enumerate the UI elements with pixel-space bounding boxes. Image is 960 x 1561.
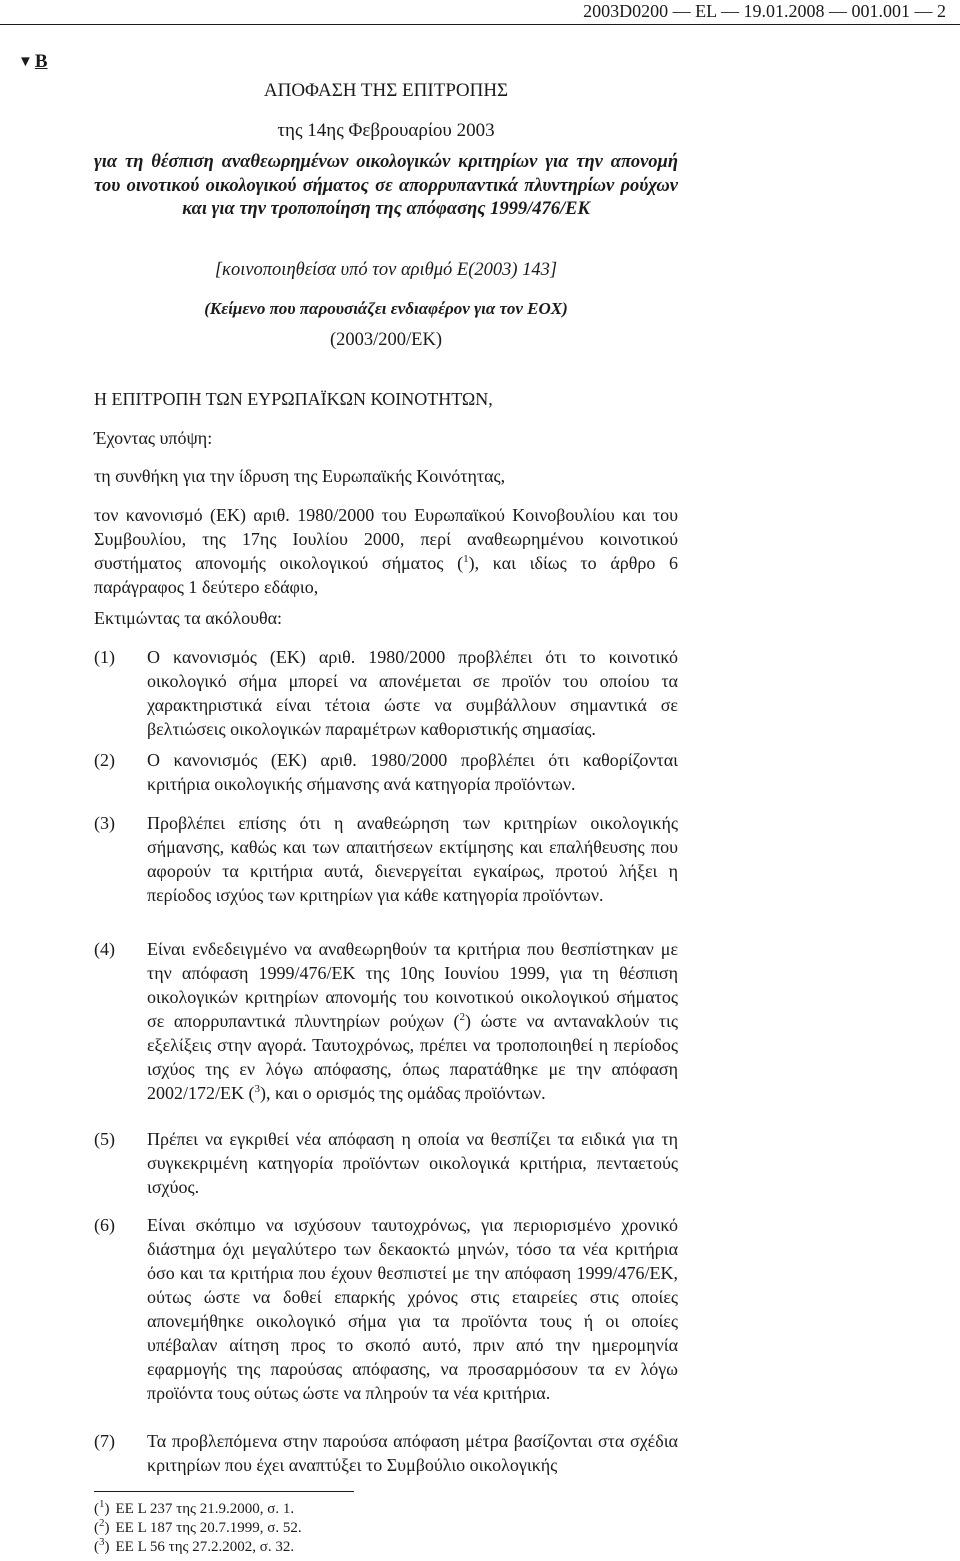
footnote-mark: 1 <box>99 1498 105 1510</box>
recital-number: (6) <box>94 1215 115 1235</box>
recital <box>94 748 678 796</box>
recital <box>94 1213 678 1405</box>
decision-title: ΑΠΟΦΑΣΗ ΤΗΣ ΕΠΙΤΡΟΠΗΣ <box>263 80 509 101</box>
recital-text: Ο κανονισμός (ΕΚ) αριθ. 1980/2000 προβλέπει ότι καθορίζονται κριτήρια οικολογικής σήμανσης ανά κατηγορία προϊόντων. <box>147 750 678 794</box>
footnote: ($^1$) ΕΕ L 237 της 21.9.2000, σ. 1. <box>94 1498 295 1517</box>
preamble-having-regard: Έχοντας υπόψη: <box>94 428 213 448</box>
recital-text-c: ), και ο ορισμός της ομάδας προϊόντων. <box>260 1083 546 1103</box>
footnote: ($^2$) ΕΕ L 187 της 20.7.1999, σ. 52. <box>94 1517 302 1536</box>
preamble-treaty: τη συνθήκη για την ίδρυση της Ευρωπαϊκής Κοινότητας, <box>94 466 506 486</box>
footnote: ($^3$) ΕΕ L 56 της 27.2.2002, σ. 32. <box>94 1536 295 1555</box>
preamble-whereas: Εκτιμώντας τα ακόλουθα: <box>94 608 283 628</box>
footnote-ref: 2 <box>459 1011 465 1023</box>
recital-number: (7) <box>94 1431 115 1451</box>
footnote-text: ΕΕ L 237 της 21.9.2000, σ. 1. <box>115 1501 295 1517</box>
recital-number: (4) <box>94 939 115 959</box>
recital-text <box>147 937 678 1105</box>
decision-subject: για τη θέσπιση αναθεωρημένων οικολογικών κριτηρίων για την απονομή του οινοτικού οικολογικού σήματος σε απορρυπαντικά πλυντηρίων ρούχων και για την τροποποίηση της απόφασης 1999/476/ΕΚ <box>94 152 678 219</box>
recital-text: Τα προβλεπόμενα στην παρούσα απόφαση μέτρα βασίζονται στα σχέδια κριτηρίων που έχει αναπτύξει το Συμβούλιο οικολογικής <box>147 1431 678 1475</box>
footnote-ref: 1 <box>463 553 469 565</box>
preamble-commission: Η ΕΠΙΤΡΟΠΗ ΤΩΝ ΕΥΡΩΠΑΪΚΩΝ ΚΟΙΝΟΤΗΤΩΝ, <box>94 389 493 409</box>
recital <box>94 811 678 907</box>
recital-number: (2) <box>94 750 115 770</box>
footnote-mark: 2 <box>99 1517 105 1529</box>
document-reference-header: 2003D0200 — EL — 19.01.2008 — 001.001 — 2 <box>583 1 946 21</box>
footnote-mark: 3 <box>99 1536 105 1548</box>
footnote-divider <box>94 1491 354 1492</box>
recital-text: Προβλέπει επίσης ότι η αναθεώρηση των κριτηρίων οικολογικής σήμανσης, καθώς και των απαιτήσεων εκτίμησης και επαλήθευσης που αφορούν τα κριτήρια αυτά, διενεργείται εγκαίρως, προτού λήξει η περίοδος ισχύος των κριτηρίων για κάθε κατηγορία προϊόντων. <box>147 813 678 905</box>
triangle-down-icon: ▼ <box>18 54 33 70</box>
recital-text-b: ) ώστε να ανταναkλούν τις εξελίξεις στην αγορά. Ταυτοχρόνως, πρέπει να τροποποιηθεί η περίοδος ισχύος της εν λόγω απόφασης, όπως παρατάθηκε με την απόφαση 2002/172/ΕΚ ( <box>147 1011 678 1103</box>
footnote-ref: 3 <box>254 1083 260 1095</box>
recital-number: (3) <box>94 813 115 833</box>
recital-number: (5) <box>94 1129 115 1149</box>
recital <box>94 1429 678 1477</box>
notification-number: [κοινοποιηθείσα υπό τον αριθμό Ε(2003) 143] <box>214 260 558 280</box>
amendment-marker <box>18 50 48 74</box>
recital <box>94 1127 678 1199</box>
regulation-text-b: ), και ιδίως το άρθρο 6 παράγραφος 1 δεύτερο εδάφιο, <box>94 553 679 597</box>
recital-number: (1) <box>94 647 115 667</box>
header-divider <box>0 24 960 25</box>
footnote-text: ΕΕ L 187 της 20.7.1999, σ. 52. <box>115 1520 302 1536</box>
recital-text: Ο κανονισμός (ΕΚ) αριθ. 1980/2000 προβλέπει ότι το κοινοτικό οικολογικό σήμα μπορεί να απονέμεται σε προϊόν του οποίου τα χαρακτηριστικά είναι τέτοια ώστε να συμβάλλουν σημαντικά σε βελτιώσεις οικολογικών παραμέτρων καθοριστικής σημασίας. <box>147 647 678 739</box>
eea-relevance: (Κείμενο που παρουσιάζει ενδιαφέρον για τον ΕΟΧ) <box>204 299 568 318</box>
recital <box>94 937 678 1105</box>
decision-date: της 14ης Φεβρουαρίου 2003 <box>277 120 495 141</box>
recital-text-a: Είναι ενδεδειγμένο να αναθεωρηθούν τα κριτήρια που θεσπίστηκαν με την απόφαση 1999/476/ΕΚ της 10ης Ιουνίου 1999, για τη θέσπιση οικολογικών κριτηρίων απονομής του κοινοτικού οικολογικού σήματος σε απορρυπαντικά πλυντηρίων ρούχων ( <box>147 939 678 1031</box>
recital-text: Είναι σκόπιμο να ισχύσουν ταυτοχρόνως, για περιορισμένο χρονικό διάστημα όχι μεγαλύτερο των δεκαοκτώ μηνών, τόσο τα νέα κριτήρια όσο και τα κριτήρια που έχουν θεσπιστεί με την απόφαση 1999/476/ΕΚ, ούτως ώστε να δοθεί επαρκής χρόνος στις εταιρείες στις οποίες απονεμήθηκε οικολογικό σήμα για τα προϊόντα τους ή οι οποίες υπέβαλαν αίτηση προς το σκοπό αυτό, πριν από την ημερομηνία εφαρμογής της παρούσας απόφασης, να προσαρμόσουν τα εν λόγω προϊόντα τους ούτως ώστε να πληρούν τα νέα κριτήρια. <box>147 1215 678 1403</box>
preamble-regulation <box>94 503 678 599</box>
recital <box>94 645 678 741</box>
amendment-label: B <box>34 51 48 72</box>
decision-reference: (2003/200/ΕΚ) <box>329 330 442 350</box>
regulation-text-a: τον κανονισμό (ΕΚ) αριθ. 1980/2000 του Ευρωπαϊκού Κοινοβουλίου και του Συμβουλίου, της 17ης Ιουλίου 2000, περί αναθεωρημένου κοινοτικού συστήματος απονομής οικολογικού σήματος ( <box>94 505 678 573</box>
footnote-text: ΕΕ L 56 της 27.2.2002, σ. 32. <box>115 1539 295 1555</box>
recital-text: Πρέπει να εγκριθεί νέα απόφαση η οποία να θεσπίζει τα ειδικά για τη συγκεκριμένη κατηγορία προϊόντων οικολογικά κριτήρια, πενταετούς ισχύος. <box>147 1129 678 1197</box>
